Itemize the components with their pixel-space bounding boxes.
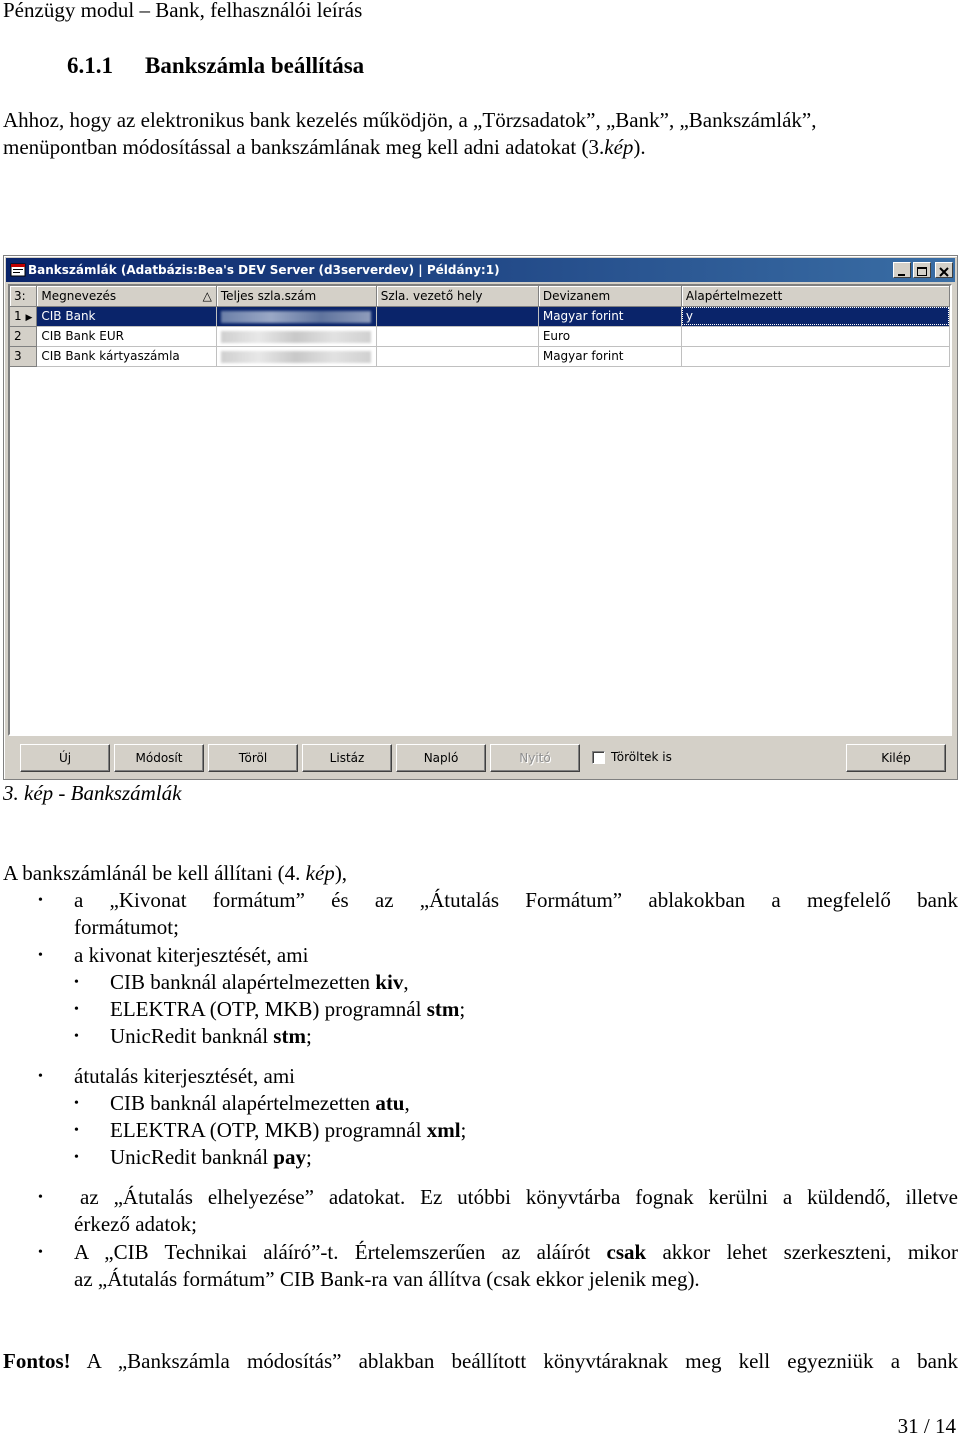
page-header: Pénzügy modul – Bank, felhasználói leírás [3, 0, 363, 22]
accounts-grid[interactable] [8, 284, 952, 736]
maximize-icon [914, 265, 930, 279]
list-button[interactable]: Listáz [302, 744, 392, 772]
intro-line-2: menüpontban módosítással a bankszámlának meg kell adni adatokat (3.kép). [3, 135, 646, 159]
cell-currency[interactable]: Euro [538, 326, 681, 346]
blurred-account-number [221, 331, 371, 343]
show-deleted-label: Töröltek is [611, 750, 672, 764]
figure-caption: 3. kép - Bankszámlák [3, 781, 182, 805]
important-note: Fontos! A „Bankszámla módosítás” ablakban beállított könyvtáraknak meg kell egyezniük a bank [3, 1349, 958, 1373]
sub-list-item: ELEKTRA (OTP, MKB) programnál xml; [110, 1118, 467, 1142]
column-header-holder[interactable]: Szla. vezető hely [376, 286, 538, 306]
row-indicator: 1 ▶ [10, 306, 37, 326]
bankszamlak-window [3, 255, 958, 780]
show-deleted-checkbox[interactable] [592, 750, 672, 764]
bullet-icon: • [74, 1096, 79, 1111]
window-titlebar[interactable] [6, 258, 955, 282]
sub-list-item: UnicRedit banknál stm; [110, 1024, 312, 1048]
cell-currency[interactable]: Magyar forint [538, 306, 681, 326]
blurred-account-number [221, 351, 371, 363]
table-header-row [10, 286, 950, 306]
table-row[interactable] [10, 326, 950, 346]
close-button[interactable] [935, 262, 953, 278]
button-bar [8, 740, 952, 776]
sort-indicator-icon: △ [202, 288, 212, 303]
section-title: Bankszámla beállítása [145, 53, 365, 78]
list-item: az „Átutalás elhelyezése” adatokat. Ez utóbbi könyvtárba fognak kerülni a küldendő, illetve [80, 1185, 958, 1209]
bullet-icon: • [74, 1123, 79, 1138]
list-item-cont: formátumot; [74, 915, 179, 939]
page-number: 31 / 14 [897, 1414, 956, 1438]
cell-currency[interactable]: Magyar forint [538, 346, 681, 366]
column-header-default[interactable]: Alapértelmezett [681, 286, 949, 306]
open-button[interactable]: Nyitó [490, 744, 580, 772]
maximize-button[interactable] [913, 262, 931, 278]
sub-list-item: ELEKTRA (OTP, MKB) programnál stm; [110, 997, 466, 1021]
cell-default[interactable] [681, 346, 949, 366]
cell-holder[interactable] [376, 326, 538, 346]
sub-list-item: CIB banknál alapértelmezetten kiv, [110, 970, 409, 994]
row-count-header: 3: [10, 286, 37, 306]
cell-default[interactable] [681, 326, 949, 346]
app-icon [10, 262, 26, 278]
list-item-cont: az „Átutalás formátum” CIB Bank-ra van állítva (csak ekkor jelenik meg). [74, 1267, 700, 1291]
cell-holder[interactable] [376, 346, 538, 366]
cell-holder[interactable] [376, 306, 538, 326]
bullet-icon: • [38, 893, 43, 908]
accounts-table [10, 286, 950, 367]
list-item: A „CIB Technikai aláíró”-t. Értelemszerűen az aláírót csak akkor lehet szerkeszteni, mikor [74, 1240, 958, 1264]
column-header-currency[interactable]: Devizanem [538, 286, 681, 306]
list-item: a kivonat kiterjesztését, ami [74, 943, 309, 967]
intro-line-1: Ahhoz, hogy az elektronikus bank kezelés működjön, a „Törzsadatok”, „Bank”, „Bankszámlák”, [3, 108, 817, 132]
sub-list-item: CIB banknál alapértelmezetten atu, [110, 1091, 410, 1115]
cell-name[interactable]: CIB Bank kártyaszámla [37, 346, 216, 366]
bullet-icon: • [38, 1245, 43, 1260]
list-item: átutalás kiterjesztését, ami [74, 1064, 295, 1088]
modify-button[interactable]: Módosít [114, 744, 204, 772]
sub-list-item: UnicRedit banknál pay; [110, 1145, 312, 1169]
cell-name[interactable]: CIB Bank EUR [37, 326, 216, 346]
cell-default[interactable]: y [681, 306, 949, 326]
section-heading [67, 52, 364, 79]
cell-account[interactable] [216, 326, 376, 346]
cell-account[interactable] [216, 346, 376, 366]
section-number: 6.1.1 [67, 53, 113, 78]
cell-name[interactable]: CIB Bank [37, 306, 216, 326]
row-indicator: 3 [10, 346, 37, 366]
column-header-account[interactable]: Teljes szla.szám [216, 286, 376, 306]
window-title: Bankszámlák (Adatbázis:Bea's DEV Server (d3serverdev) | Példány:1) [28, 263, 500, 277]
list-item: a „Kivonat formátum” és az „Átutalás Formátum” ablakokban a megfelelő bank [74, 888, 958, 912]
checkbox-box[interactable] [592, 751, 605, 764]
bullet-icon: • [38, 1190, 43, 1205]
minimize-button[interactable] [893, 262, 911, 278]
minimize-icon [894, 265, 910, 279]
list-item-cont: érkező adatok; [74, 1212, 198, 1236]
new-button[interactable]: Új [20, 744, 110, 772]
bullet-icon: • [38, 948, 43, 963]
bullet-icon: • [74, 1150, 79, 1165]
delete-button[interactable]: Töröl [208, 744, 298, 772]
bullet-icon: • [38, 1069, 43, 1084]
cell-account[interactable] [216, 306, 376, 326]
bullet-icon: • [74, 975, 79, 990]
settings-intro: A bankszámlánál be kell állítani (4. kép), [3, 861, 348, 885]
table-row[interactable] [10, 346, 950, 366]
close-icon [936, 265, 952, 279]
current-row-icon: ▶ [25, 313, 33, 323]
note-label: Fontos! [3, 1349, 71, 1373]
log-button[interactable]: Napló [396, 744, 486, 772]
bullet-icon: • [74, 1029, 79, 1044]
blurred-account-number [221, 311, 371, 323]
column-header-name[interactable]: Megnevezés △ [37, 286, 216, 306]
table-row[interactable] [10, 306, 950, 326]
exit-button[interactable]: Kilép [846, 744, 946, 772]
row-indicator: 2 [10, 326, 37, 346]
bullet-icon: • [74, 1002, 79, 1017]
